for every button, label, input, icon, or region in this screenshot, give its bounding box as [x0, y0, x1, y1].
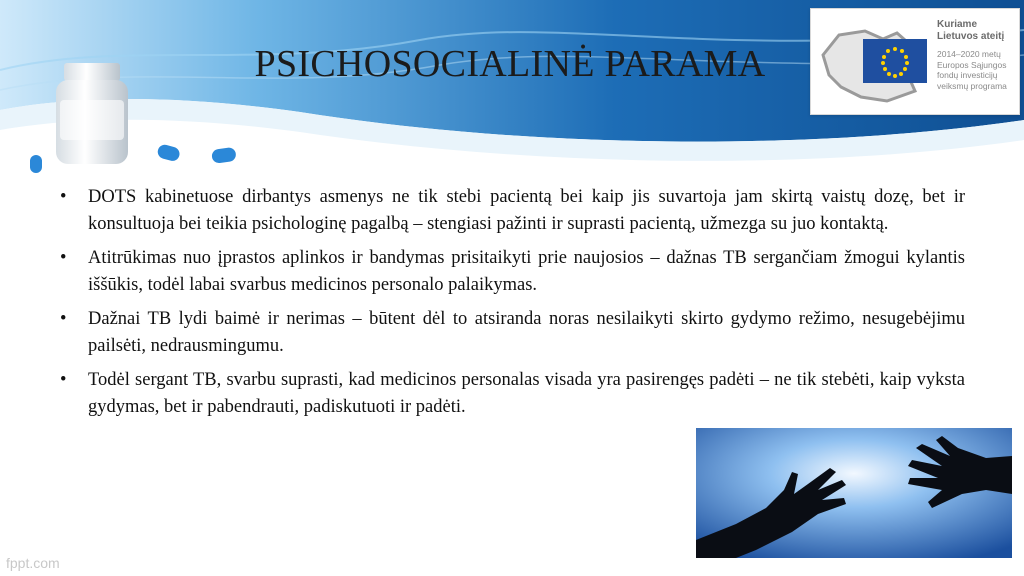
footer-watermark: fppt.com	[6, 555, 60, 571]
bullet-text: Todėl sergant TB, svarbu suprasti, kad medicinos personalas visada yra pasirengęs padėti – ne tik stebėti, kaip vyksta gydymas, bet ir pabendrauti, padiskutuoti ir padėti.	[88, 370, 965, 417]
bullet-text: DOTS kabinetuose dirbantys asmenys ne tik stebi pacientą bei kaip jis suvartoja jam skirtą vaistų dozę, bet ir konsultuoja bei teikia psichologinę pagalbą – stengiasi pažinti ir suprasti pacientą, užmezga su juo kontaktą.	[88, 187, 965, 234]
logo-text: fondų investicijų	[937, 70, 998, 80]
reaching-hands-image	[696, 428, 1012, 558]
bullet-icon: •	[60, 187, 67, 207]
logo-text: Europos Sąjungos	[937, 59, 1007, 70]
bullet-icon: •	[60, 309, 67, 329]
capsule-icon	[187, 147, 236, 168]
bullet-text: Dažnai TB lydi baimė ir nerimas – būtent dėl to atsiranda noras nesilaikyti skirto gydymo režimo, nesugebėjimu pailsėti, nedrausmingumu.	[88, 309, 965, 356]
bullet-icon: •	[60, 248, 67, 268]
capsule-icon	[135, 138, 181, 163]
logo-text: Kuriame	[937, 19, 978, 30]
bullet-item	[60, 306, 965, 359]
bullet-item	[60, 367, 965, 420]
logo-caption	[937, 19, 1019, 91]
logo-text: Lietuvos ateitį	[937, 31, 1005, 42]
bullet-list	[60, 184, 965, 428]
logo-text: 2014–2020 metų	[937, 49, 1001, 59]
bullet-item	[60, 245, 965, 298]
pill-bottle-icon	[56, 63, 128, 164]
capsule-icon	[30, 137, 42, 173]
bullet-icon: •	[60, 370, 67, 390]
eu-flag-icon	[817, 17, 935, 107]
eu-funds-logo	[810, 8, 1020, 115]
logo-text: veiksmų programa	[937, 80, 1007, 91]
slide-title: PSICHOSOCIALINĖ PARAMA	[254, 43, 766, 85]
bullet-item	[60, 184, 965, 237]
bullet-text: Atitrūkimas nuo įprastos aplinkos ir bandymas prisitaikyti prie naujosios – dažnas TB sergančiam žmogui kylantis iššūkis, todėl labai svarbus medicinos personalo palaikymas.	[88, 248, 965, 295]
